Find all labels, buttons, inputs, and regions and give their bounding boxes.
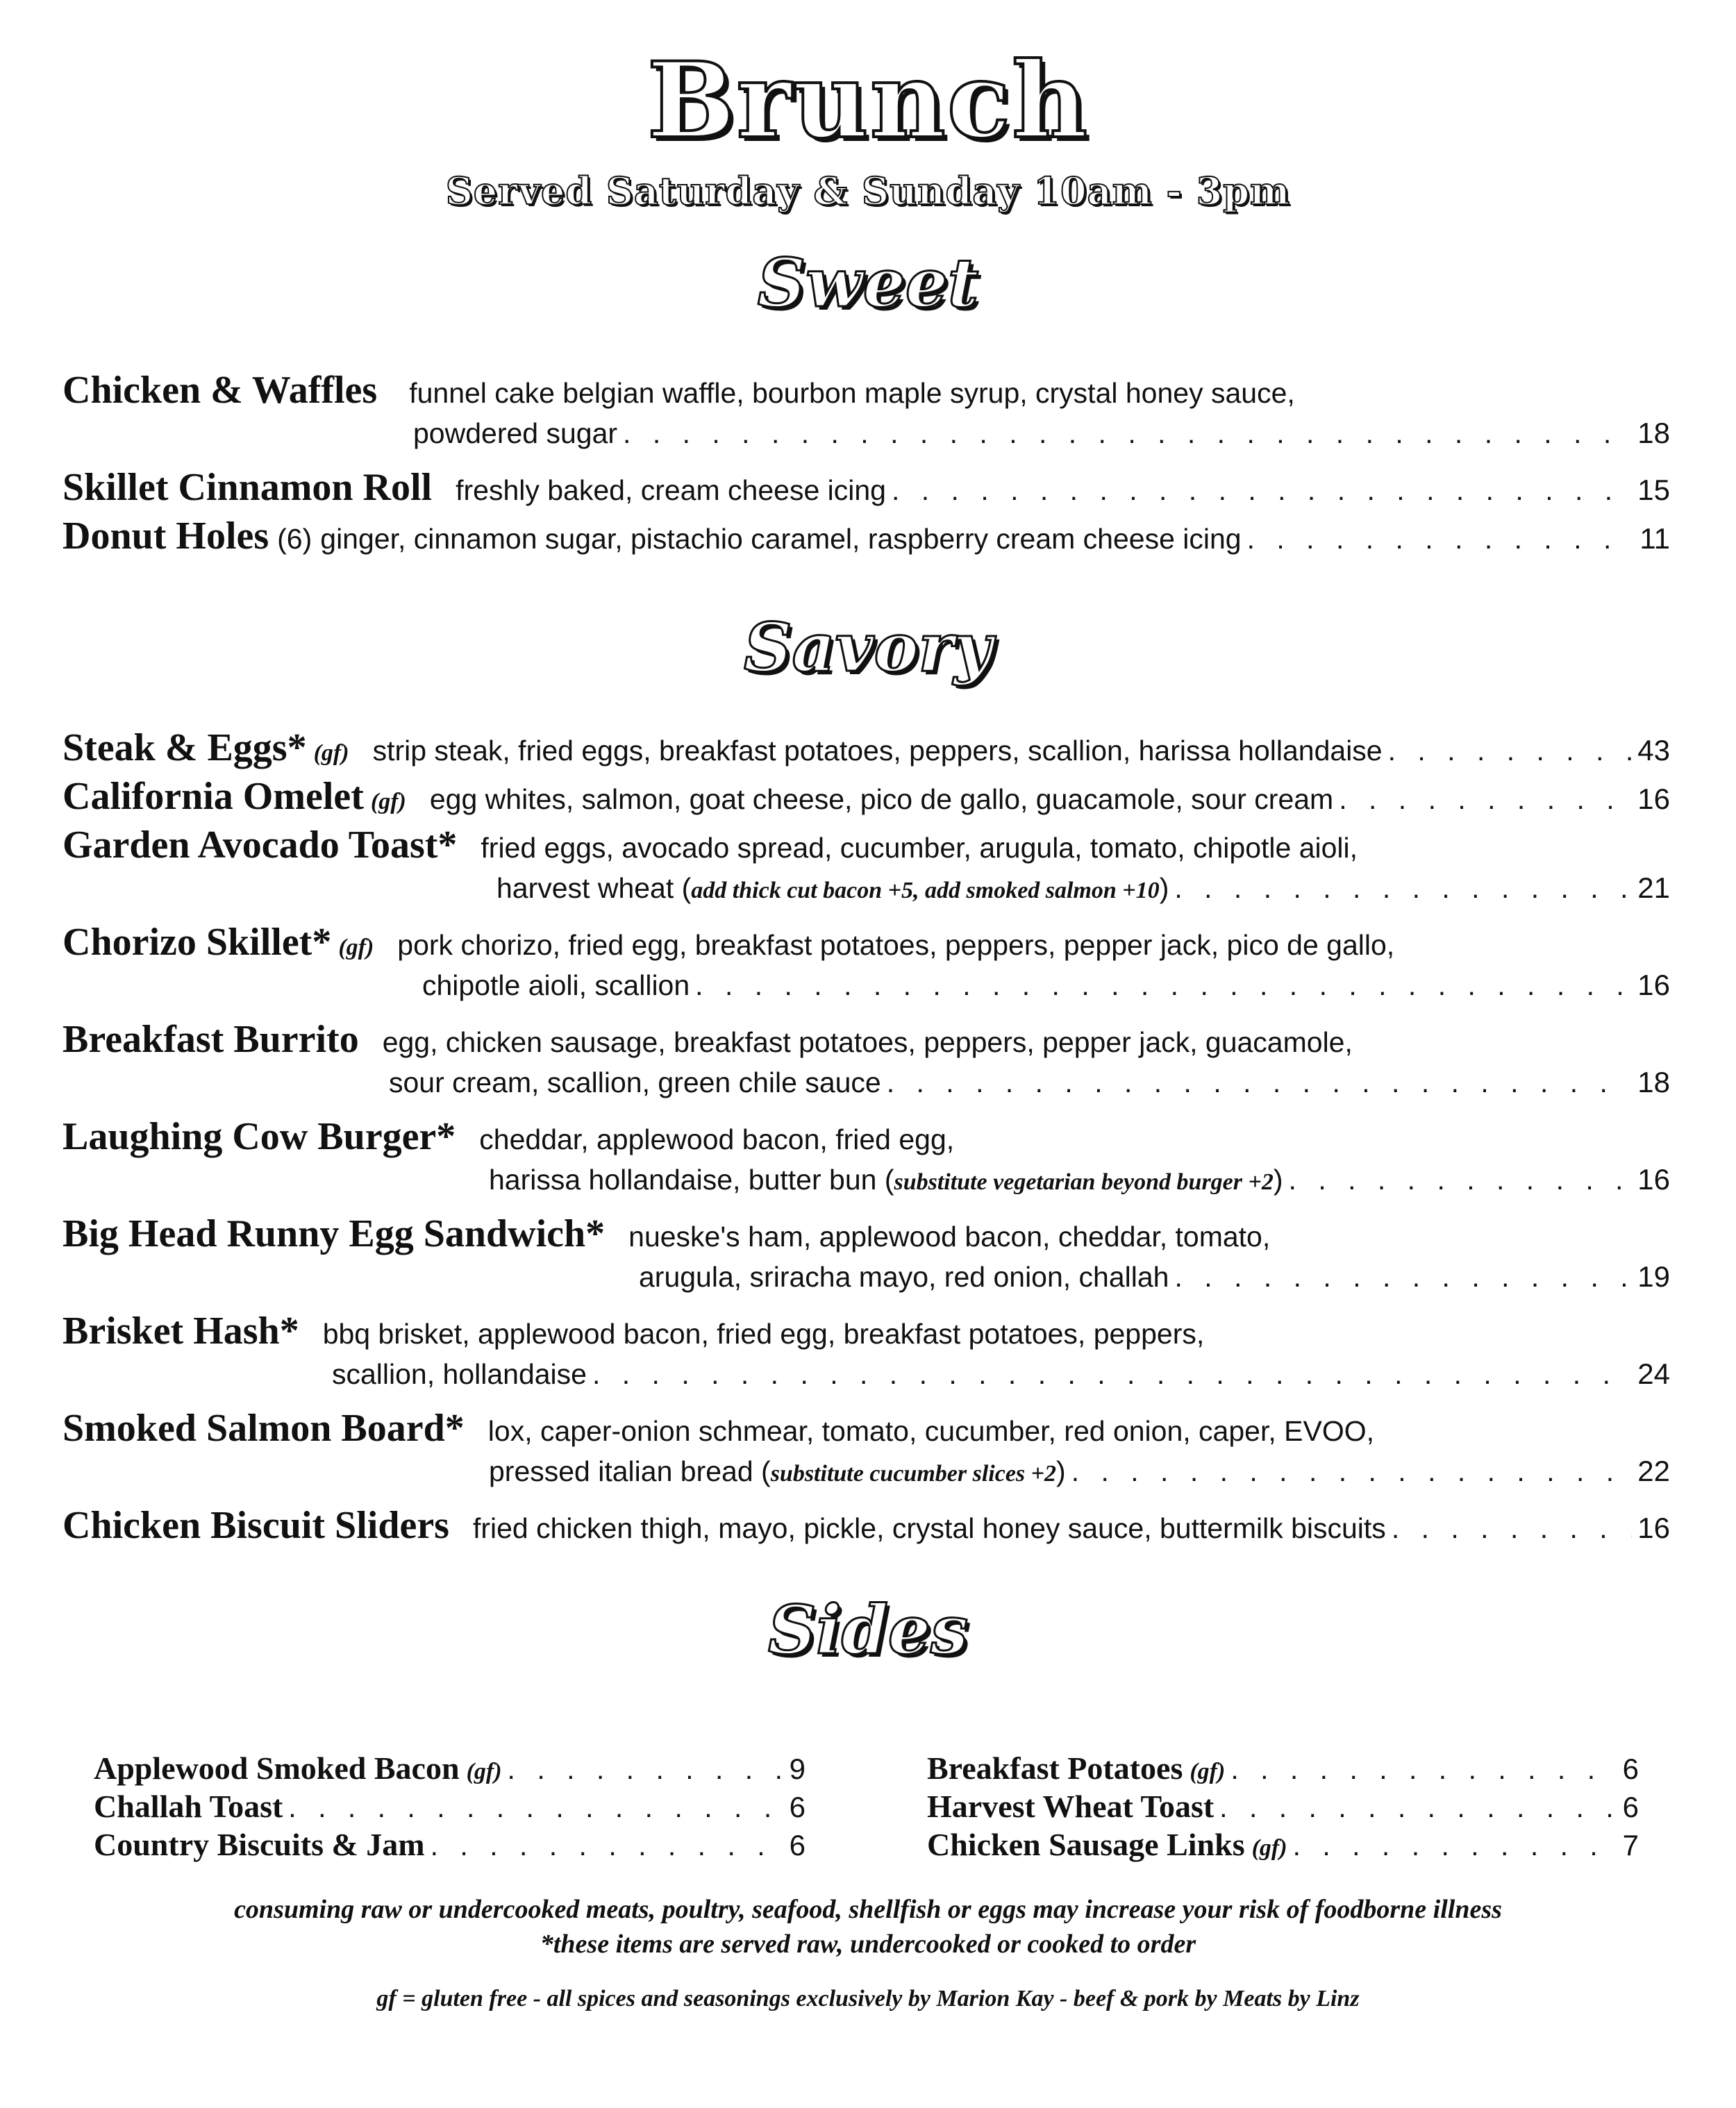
credits-note: gf = gluten free - all spices and seasonings exclusively by Marion Kay - beef & pork by Meats by Linz [376, 1986, 1360, 2011]
item-price: 11 [1639, 522, 1670, 555]
item-description: scallion, hollandaise [332, 1358, 587, 1390]
menu-item-smoked-salmon-board [62, 1406, 1670, 1455]
leader-dots [695, 969, 1632, 1002]
side-item-applewood-bacon [94, 1750, 806, 1787]
gluten-free-tag: (gf) [466, 1759, 502, 1784]
menu-item-chorizo-skillet-cont [62, 969, 1670, 1017]
leader-dots [623, 417, 1632, 450]
menu-item-chicken-biscuit-sliders [62, 1503, 1670, 1552]
item-description-close: ) [1056, 1455, 1066, 1487]
section-title-savory: Savory [744, 608, 992, 687]
side-name: Country Biscuits & Jam [94, 1827, 425, 1862]
leader-dots [1174, 872, 1632, 905]
section-title-sweet: Sweet [757, 244, 979, 322]
item-description: egg, chicken sausage, breakfast potatoes, peppers, pepper jack, guacamole, [382, 1026, 1353, 1058]
item-quantity: (6) [277, 523, 312, 555]
item-description: freshly baked, cream cheese icing [456, 474, 886, 506]
item-price: 16 [1637, 1163, 1670, 1196]
item-description: arugula, sriracha mayo, red onion, challah [639, 1261, 1169, 1293]
item-price: 21 [1637, 871, 1670, 904]
leader-dots [1392, 1512, 1632, 1545]
leader-dots [431, 1830, 784, 1862]
leader-dots [1247, 523, 1635, 555]
side-item-country-biscuits [94, 1826, 806, 1864]
side-name: Chicken Sausage Links [927, 1827, 1245, 1862]
side-name: Breakfast Potatoes [927, 1750, 1183, 1786]
item-description: sour cream, scallion, green chile sauce [389, 1066, 881, 1098]
leader-dots [1071, 1455, 1633, 1488]
item-name: Donut Holes [62, 515, 269, 558]
service-hours: Served Saturday & Sunday 10am - 3pm [445, 169, 1291, 213]
section-title-sides: Sides [767, 1591, 969, 1669]
item-description: cheddar, applewood bacon, fried egg, [479, 1123, 955, 1155]
item-addon-note: add thick cut bacon +5, add smoked salmon +10 [691, 878, 1160, 903]
item-description: egg whites, salmon, goat cheese, pico de gallo, guacamole, sour cream [429, 783, 1334, 815]
item-price: 18 [1637, 417, 1670, 449]
item-price: 18 [1637, 1066, 1670, 1098]
item-price: 22 [1637, 1455, 1670, 1487]
item-description: lox, caper-onion schmear, tomato, cucumber, red onion, caper, EVOO, [487, 1415, 1375, 1447]
raw-items-note: *these items are served raw, undercooked or cooked to order [540, 1930, 1196, 1959]
item-price: 16 [1637, 969, 1670, 1001]
menu-item-garden-avocado-toast-cont [62, 871, 1670, 920]
item-description: nueske's ham, applewood bacon, cheddar, tomato, [628, 1221, 1271, 1253]
side-item-harvest-wheat-toast [927, 1788, 1639, 1825]
side-name: Applewood Smoked Bacon [94, 1750, 460, 1786]
menu-item-breakfast-burrito [62, 1017, 1670, 1066]
menu-item-laughing-cow-burger [62, 1114, 1670, 1163]
menu-item-donut-holes [62, 514, 1670, 562]
item-name: Chicken & Waffles [62, 369, 378, 412]
menu-item-brisket-hash [62, 1309, 1670, 1357]
menu-item-garden-avocado-toast [62, 823, 1670, 871]
item-description: chipotle aioli, scallion [422, 969, 690, 1001]
item-name: Chorizo Skillet* [62, 921, 332, 964]
item-name: Big Head Runny Egg Sandwich* [62, 1212, 606, 1255]
page-title: Brunch [646, 40, 1090, 162]
item-description: harvest wheat ( [496, 872, 692, 904]
item-name: Skillet Cinnamon Roll [62, 466, 433, 509]
item-name: Smoked Salmon Board* [62, 1407, 465, 1450]
item-price: 24 [1637, 1357, 1670, 1390]
item-description: pressed italian bread ( [489, 1455, 771, 1487]
item-description: fried eggs, avocado spread, cucumber, arugula, tomato, chipotle aioli, [481, 832, 1358, 864]
side-item-challah-toast [94, 1788, 806, 1825]
side-price: 6 [1622, 1791, 1639, 1823]
side-name: Challah Toast [94, 1789, 283, 1824]
item-name: Garden Avocado Toast* [62, 823, 458, 867]
side-item-chicken-sausage-links [927, 1826, 1639, 1864]
menu-item-chicken-waffles-cont [62, 417, 1670, 465]
menu-item-brisket-hash-cont [62, 1357, 1670, 1406]
side-price: 6 [789, 1829, 806, 1862]
side-item-breakfast-potatoes [927, 1750, 1639, 1787]
side-price: 9 [789, 1753, 806, 1785]
menu-item-steak-eggs [62, 726, 1670, 774]
menu-item-big-head-runny-egg-sandwich-cont [62, 1260, 1670, 1309]
leader-dots [1339, 783, 1632, 816]
item-description: funnel cake belgian waffle, bourbon maple syrup, crystal honey sauce, [409, 377, 1295, 409]
item-price: 15 [1637, 474, 1670, 506]
item-name: Chicken Biscuit Sliders [62, 1504, 449, 1547]
item-description: harissa hollandaise, butter bun ( [489, 1164, 894, 1196]
gluten-free-tag: (gf) [338, 935, 374, 960]
leader-dots [592, 1358, 1632, 1391]
item-description-close: ) [1273, 1164, 1283, 1196]
gluten-free-tag: (gf) [1190, 1759, 1226, 1784]
menu-item-chicken-waffles [62, 368, 1670, 417]
leader-dots [1175, 1261, 1633, 1294]
side-price: 7 [1622, 1829, 1639, 1862]
side-price: 6 [789, 1791, 806, 1823]
item-price: 19 [1637, 1260, 1670, 1293]
item-price: 43 [1637, 734, 1670, 767]
item-name: Laughing Cow Burger* [62, 1115, 456, 1158]
menu-item-chorizo-skillet [62, 920, 1670, 969]
menu-item-laughing-cow-burger-cont [62, 1163, 1670, 1212]
item-description: ginger, cinnamon sugar, pistachio caramel, raspberry cream cheese icing [320, 523, 1242, 555]
leader-dots [1230, 1753, 1617, 1786]
item-description: bbq brisket, applewood bacon, fried egg, breakfast potatoes, peppers, [322, 1318, 1205, 1350]
gluten-free-tag: (gf) [370, 789, 406, 814]
menu-item-smoked-salmon-board-cont [62, 1455, 1670, 1503]
leader-dots [892, 474, 1632, 507]
leader-dots [1219, 1791, 1617, 1824]
item-name: Steak & Eggs* [62, 726, 307, 769]
item-name: California Omelet [62, 775, 364, 818]
item-description: strip steak, fried eggs, breakfast potatoes, peppers, scallion, harissa hollandaise [372, 735, 1383, 767]
item-price: 16 [1637, 783, 1670, 815]
item-name: Brisket Hash* [62, 1310, 299, 1353]
gluten-free-tag: (gf) [313, 740, 349, 766]
item-substitution-note: substitute vegetarian beyond burger +2 [894, 1169, 1274, 1195]
leader-dots [1289, 1164, 1633, 1196]
item-description: fried chicken thigh, mayo, pickle, crystal honey sauce, buttermilk biscuits [472, 1512, 1386, 1544]
menu-item-big-head-runny-egg-sandwich [62, 1212, 1670, 1260]
leader-dots [288, 1791, 783, 1824]
menu-item-breakfast-burrito-cont [62, 1066, 1670, 1114]
item-substitution-note: substitute cucumber slices +2 [770, 1461, 1057, 1487]
food-safety-warning: consuming raw or undercooked meats, poultry, seafood, shellfish or eggs may increase your risk of foodborne illness [234, 1895, 1502, 1924]
leader-dots [887, 1066, 1633, 1099]
item-description: powdered sugar [413, 417, 618, 449]
menu-item-skillet-cinnamon-roll [62, 465, 1670, 514]
leader-dots [1293, 1830, 1617, 1862]
side-price: 6 [1622, 1753, 1639, 1785]
item-description-close: ) [1159, 872, 1169, 904]
gluten-free-tag: (gf) [1251, 1835, 1287, 1861]
item-description: pork chorizo, fried egg, breakfast potatoes, peppers, pepper jack, pico de gallo, [397, 929, 1395, 961]
item-name: Breakfast Burrito [62, 1018, 359, 1061]
side-name: Harvest Wheat Toast [927, 1789, 1215, 1824]
leader-dots [508, 1753, 784, 1786]
item-price: 16 [1637, 1512, 1670, 1544]
leader-dots [1388, 735, 1633, 767]
menu-item-california-omelet [62, 774, 1670, 823]
